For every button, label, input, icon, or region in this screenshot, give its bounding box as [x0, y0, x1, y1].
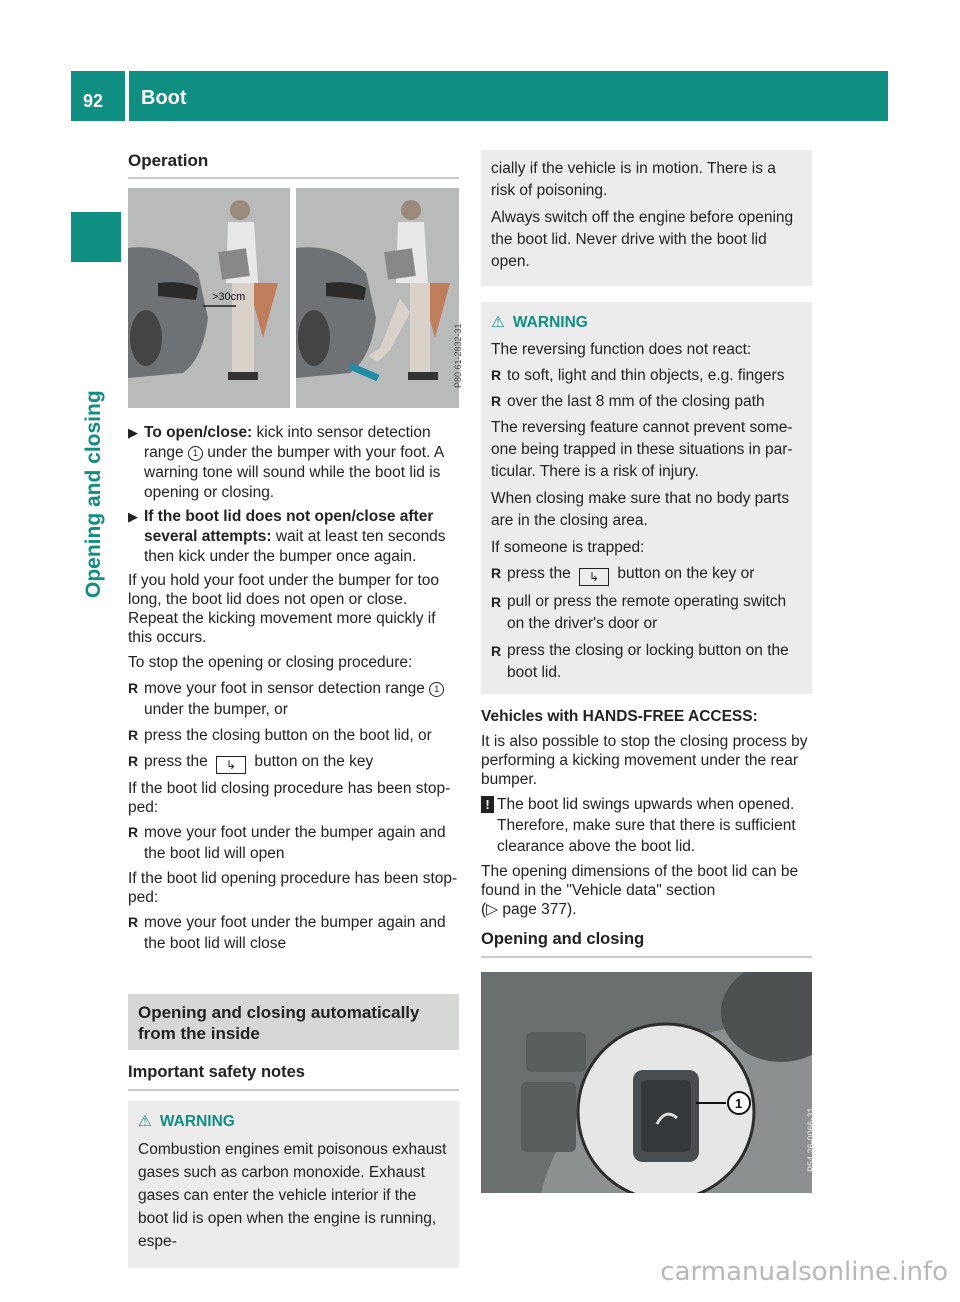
warning-header: ⚠ WARNING — [138, 1113, 235, 1130]
callout-marker: 1 — [735, 1096, 743, 1111]
right-column — [481, 150, 816, 1193]
list-item: R pull or press the remote operating switch on the driver's door or — [491, 593, 787, 632]
door-switch-illustration — [481, 972, 812, 1193]
warning-triangle-icon: ⚠ — [491, 314, 505, 331]
bullet-icon: R — [491, 594, 502, 610]
boot-key-icon: ↳ — [216, 756, 246, 774]
warning-text: cially if the vehicle is in motion. There is a risk of poisoning. — [491, 160, 776, 199]
list-item: R press the closing or locking button on the boot lid. — [491, 642, 789, 681]
list-item: R press the ↳ button on the key or — [491, 565, 755, 584]
warning-text: When closing make sure that no body parts are in the closing area. — [491, 490, 790, 529]
bullet-icon: R — [491, 565, 502, 581]
step-retry: ▶ If the boot lid does not open/close after several attempts: wait at least ten seconds then kick under the bumper once again. — [128, 508, 446, 565]
warning-header: ⚠ WARNING — [491, 314, 588, 331]
bullet-icon: R — [491, 643, 502, 659]
page-header — [71, 71, 888, 121]
step-arrow-icon: ▶ — [128, 509, 138, 524]
footer-watermark: carmanualsonline.info — [660, 1257, 948, 1287]
list-item: R press the closing button on the boot lid, or — [128, 727, 432, 744]
kick-sensor-illustration — [128, 188, 459, 408]
chapter-title: Opening and closing — [82, 390, 105, 598]
section-heading: Opening and closing automatically from the inside — [138, 1003, 420, 1043]
bullet-icon: R — [491, 367, 502, 383]
warning-triangle-icon: ⚠ — [138, 1113, 152, 1130]
chapter-tab-marker — [71, 212, 121, 262]
section-heading-box — [128, 994, 459, 1050]
header-divider — [125, 71, 129, 121]
marker-1: 1 — [188, 446, 203, 461]
bullet-icon: R — [128, 727, 139, 743]
warning-box — [128, 1101, 459, 1268]
paragraph: If the boot lid opening procedure has been stop-ped: — [128, 870, 458, 906]
paragraph: It is also possible to stop the closing process by performing a kicking movement under the rear bumper. — [481, 733, 808, 788]
page-title: Boot — [141, 87, 187, 109]
safety-heading: Important safety notes — [128, 1062, 459, 1091]
boot-key-icon: ↳ — [579, 568, 609, 586]
paragraph: If you hold your foot under the bumper for too long, the boot lid does not open or close. Repeat the kicking movement more quickly if this occurs. — [128, 572, 440, 646]
step-open-close: ▶ To open/close: kick into sensor detection range 1 under the bumper with your foot. A warning tone will sound while the boot lid is opening or closing. — [128, 424, 444, 501]
operation-heading: Operation — [128, 150, 459, 179]
bullet-icon: R — [128, 753, 139, 769]
page-number: 92 — [83, 91, 104, 111]
note-icon: ! — [481, 796, 494, 813]
figure-door-switch — [481, 972, 816, 1193]
warning-text: The reversing function does not react: — [491, 341, 752, 358]
figure-kick-sensor — [128, 188, 463, 408]
note-item: ! The boot lid swings upwards when opened. Therefore, make sure that there is sufficient clearance above the boot lid. — [481, 794, 812, 857]
warning-text: The reversing feature cannot prevent some-one being trapped in these situations in par-ticular. There is a risk of injury. — [491, 419, 793, 480]
list-item: R over the last 8 mm of the closing path — [491, 393, 765, 410]
bullet-icon: R — [128, 824, 139, 840]
list-item: R to soft, light and thin objects, e.g. fingers — [491, 367, 785, 384]
warning-text: Combustion engines emit poisonous exhaust gases such as carbon monoxide. Exhaust gases can enter the vehicle interior if the boot lid is open when the engine is running, espe- — [138, 1141, 447, 1250]
step-arrow-icon: ▶ — [128, 425, 138, 440]
list-item: R press the ↳ button on the key — [128, 753, 374, 772]
warning-text: Always switch off the engine before opening the boot lid. Never drive with the boot lid open. — [491, 209, 794, 270]
list-item: R move your foot under the bumper again and the boot lid will close — [128, 914, 446, 952]
subheading: Vehicles with HANDS-FREE ACCESS: — [481, 708, 758, 725]
page-reference-link[interactable]: (▷ page 377). — [481, 901, 577, 918]
bullet-icon: R — [491, 393, 502, 409]
marker-1: 1 — [429, 682, 444, 697]
warning-box — [481, 302, 812, 694]
paragraph: The opening dimensions of the boot lid can be found in the "Vehicle data" section (▷ page 377). — [481, 863, 799, 918]
figure-code: P80.61-2832-31 — [453, 323, 463, 388]
bullet-icon: R — [128, 914, 139, 930]
paragraph: If the boot lid closing procedure has been stop-ped: — [128, 780, 451, 816]
warning-continued-box — [481, 150, 812, 286]
warning-text: If someone is trapped: — [491, 539, 645, 556]
distance-label: >30cm — [212, 291, 246, 303]
bullet-icon: R — [128, 680, 139, 696]
paragraph: To stop the opening or closing procedure: — [128, 654, 413, 671]
list-item: R move your foot in sensor detection range 1 under the bumper, or — [128, 678, 459, 720]
list-item: R move your foot under the bumper again and the boot lid will open — [128, 824, 446, 862]
figure-code: P54.26-0066-31 — [806, 1107, 816, 1172]
opening-closing-heading: Opening and closing — [481, 929, 812, 958]
left-column — [128, 150, 463, 1268]
